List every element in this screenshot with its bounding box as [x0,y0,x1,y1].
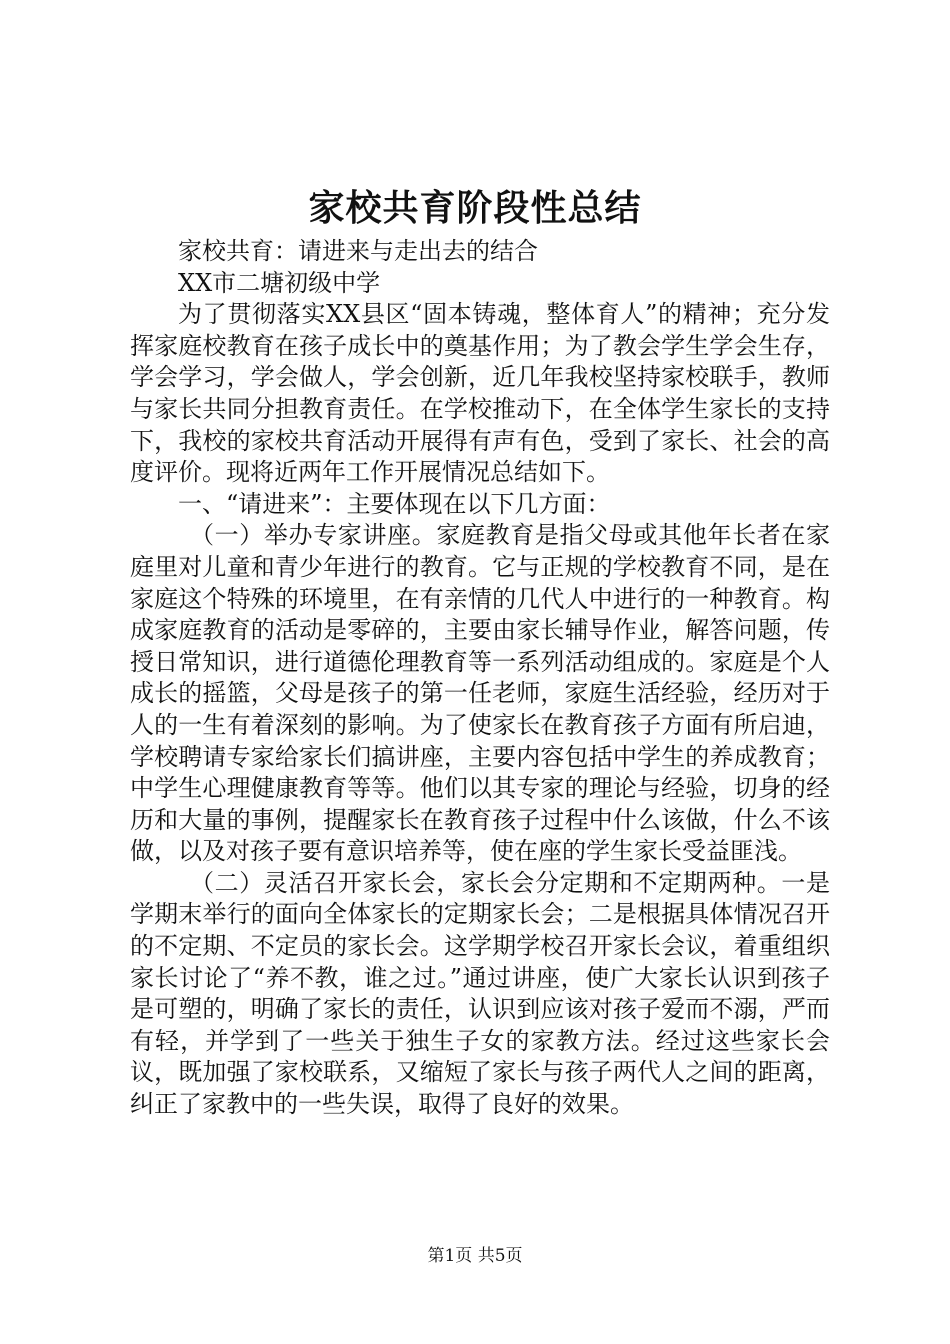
school-name: XX市二塘初级中学 [178,268,381,297]
document-body [130,236,830,1121]
document-title: 家校共育阶段性总结 [308,187,642,229]
item-parent-meetings: （二）灵活召开家长会，家长会分定期和不定期两种。一是学期末举行的面向全体家长的定期家长会；二是根据具体情况召开的不定期、不定员的家长会。这学期学校召开家长会议，着重组织家长讨论了“养不教，谁之过。”通过讲座，使广大家长认识到孩子是可塑的，明确了家长的责任，认识到应该对孩子爱而不溺，严而有轻，并学到了一些关于独生子女的家教方法。经过这些家长会议，既加强了家校联系，又缩短了家长与孩子两代人之间的距离，纠正了家教中的一些失误，取得了良好的效果。 [130,868,830,1119]
page-footer: 第1页 共5页 [427,1246,523,1266]
subtitle: 家校共育：请进来与走出去的结合 [178,237,538,265]
item-expert-lectures: （一）举办专家讲座。家庭教育是指父母或其他年长者在家庭里对儿童和青少年进行的教育。它与正规的学校教育不同，是在家庭这个特殊的环境里，在有亲情的几代人中进行的一种教育。构成家庭教育的活动是零碎的，主要由家长辅导作业，解答问题，传授日常知识，进行道德伦理教育等一系列活动组成的。家庭是个人成长的摇篮，父母是孩子的第一任老师，家庭生活经验，经历对于人的一生有着深刻的影响。为了使家长在教育孩子方面有所启迪，学校聘请专家给家长们搞讲座，主要内容包括中学生的养成教育；中学生心理健康教育等等。他们以其专家的理论与经验，切身的经历和大量的事例，提醒家长在教育孩子过程中什么该做，什么不该做，以及对孩子要有意识培养等，使在座的学生家长受益匪浅。 [130,521,830,866]
section-heading: 一、“请进来”：主要体现在以下几方面： [178,489,611,518]
intro-paragraph: 为了贯彻落实XX县区“固本铸魂，整体育人”的精神；充分发挥家庭校教育在孩子成长中的奠基作用；为了教会学生学会生存，学会学习，学会做人，学会创新，近几年我校坚持家校联手，教师与家长共同分担教育责任。在学校推动下，在全体学生家长的支持下，我校的家校共育活动开展得有声有色，受到了家长、社会的高度评价。现将近两年工作开展情况总结如下。 [130,300,830,487]
